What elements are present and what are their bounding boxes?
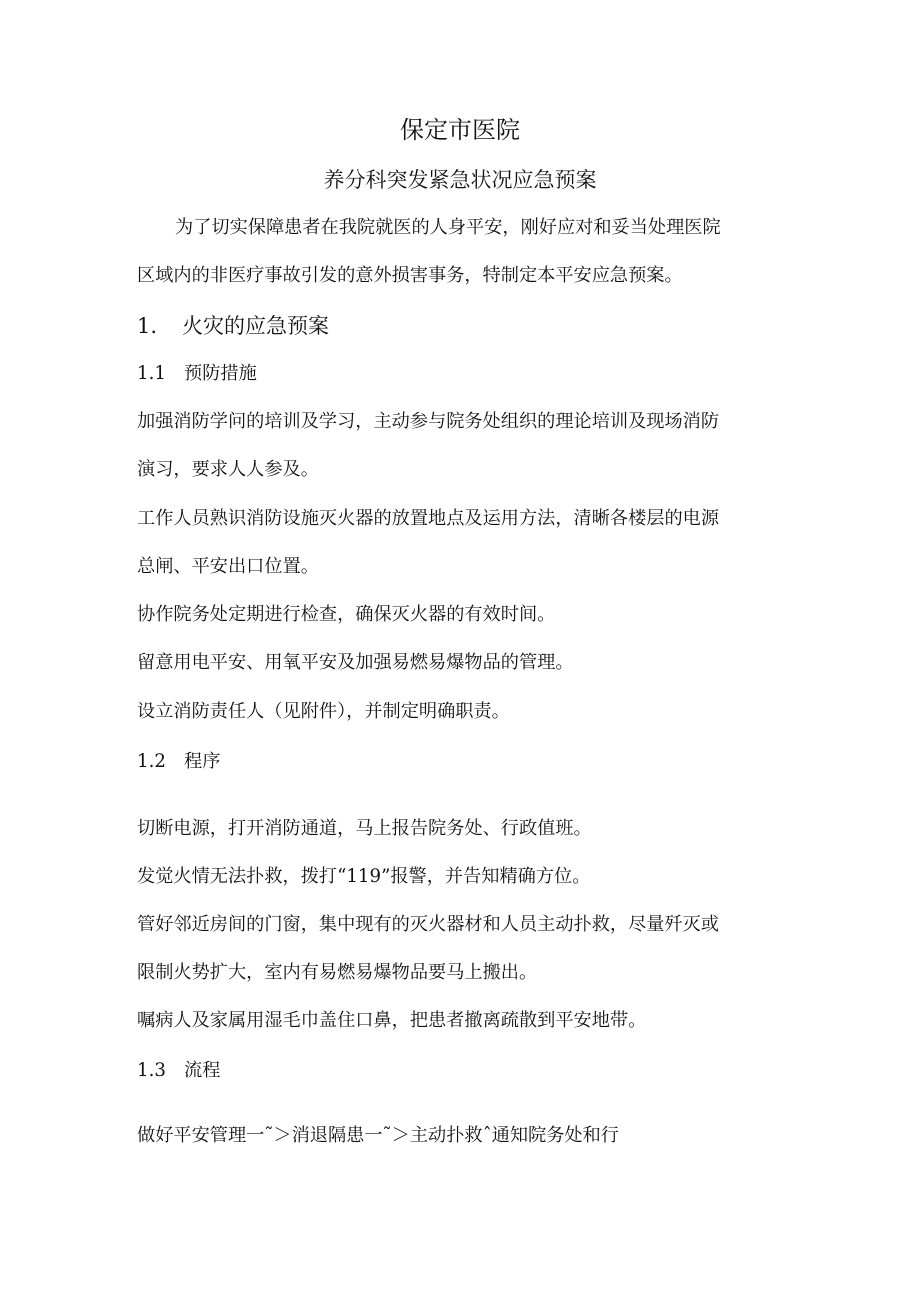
document-title: 保定市医院 — [400, 116, 520, 144]
subsection-title: 预防措施 — [184, 363, 257, 384]
body-line: 总闸、平安出口位置。 — [137, 556, 319, 577]
subsection-title: 流程 — [184, 1060, 221, 1081]
body-line: 加强消防学问的培训及学习，主动参与院务处组织的理论培训及现场消防 — [137, 411, 720, 432]
subsection-heading — [137, 362, 257, 386]
section-title: 火灾的应急预案 — [182, 314, 329, 338]
body-line: 设立消防责任人（见附件），并制定明确职责。 — [137, 701, 510, 722]
intro-paragraph-line: 为了切实保障患者在我院就医的人身平安，刚好应对和妥当处理医院 — [175, 217, 721, 238]
subsection-number: 1.1 — [137, 363, 166, 384]
body-line: 留意用电平安、用氧平安及加强易燃易爆物品的管理。 — [137, 652, 574, 673]
body-line: 发觉火情无法扑救，拨打“119”报警，并告知精确方位。 — [137, 866, 591, 887]
section-number: 1. — [137, 314, 158, 338]
document-subtitle: 养分科突发紧急状况应急预案 — [323, 168, 597, 192]
body-line: 限制火势扩大，室内有易燃易爆物品要马上搬出。 — [137, 962, 538, 983]
subsection-title: 程序 — [184, 751, 221, 772]
subsection-number: 1.3 — [137, 1060, 166, 1081]
body-line: 嘱病人及家属用湿毛巾盖住口鼻，把患者撤离疏散到平安地带。 — [137, 1010, 647, 1031]
section-heading — [137, 312, 329, 340]
subsection-heading — [137, 1059, 220, 1083]
body-line: 协作院务处定期进行检查，确保灭火器的有效时间。 — [137, 604, 556, 625]
subsection-number: 1.2 — [137, 751, 166, 772]
body-line: 工作人员熟识消防设施灭火器的放置地点及运用方法，清晰各楼层的电源 — [137, 508, 720, 529]
body-line: 做好平安管理一˜＞消退隔患一˜＞主动扑救ˆ通知院务处和行 — [137, 1125, 619, 1146]
intro-paragraph-line: 区域内的非医疗事故引发的意外损害事务，特制定本平安应急预案。 — [137, 265, 683, 286]
body-line: 演习，要求人人参及。 — [137, 459, 319, 480]
subsection-heading — [137, 750, 220, 774]
body-line: 管好邻近房间的门窗，集中现有的灭火器材和人员主动扑救，尽量歼灭或 — [137, 914, 720, 935]
body-line: 切断电源，打开消防通道，马上报告院务处、行政值班。 — [137, 818, 592, 839]
